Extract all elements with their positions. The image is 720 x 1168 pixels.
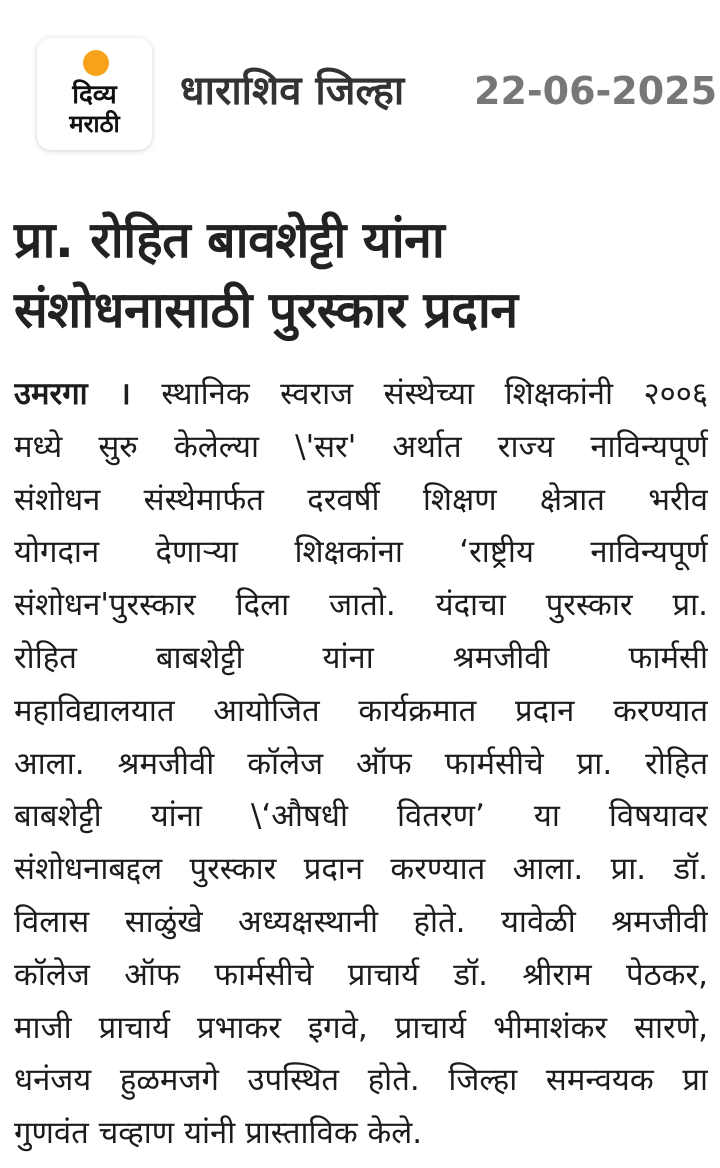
sun-icon <box>83 50 109 76</box>
body-line-6: रोहित बाबशेट्टी यांना श्रमजीवी फार्मसी <box>14 639 708 676</box>
divya-marathi-logo <box>37 38 152 150</box>
body-line-9: बाबशेट्टी यांना \‘औषधी वितरण’ या विषयावर <box>14 798 708 835</box>
headline-line-2: संशोधनासाठी पुरस्कार प्रदान <box>14 281 518 339</box>
logo-text-line2: मराठी <box>69 110 120 138</box>
body-line-11: विलास साळुंखे अध्यक्षस्थानी होते. यावेळी श्रमजीवी <box>14 903 708 940</box>
logo-text-line1: दिव्य <box>72 80 117 110</box>
body-text: स्थानिक स्वराज संस्थेच्या शिक्षकांनी २००६ <box>130 376 708 412</box>
body-line-13: माजी प्राचार्य प्रभाकर इगवे, प्राचार्य भीमाशंकर सारणे, <box>14 1009 708 1046</box>
article-body <box>14 368 708 1160</box>
news-header <box>0 0 720 180</box>
body-line-2: मध्ये सुरु केलेल्या \'सर' अर्थात राज्य नाविन्यपूर्ण <box>14 428 708 465</box>
body-line-10: संशोधनाबद्दल पुरस्कार प्रदान करण्यात आला. प्रा. डॉ. <box>14 851 708 888</box>
body-line-3: संशोधन संस्थेमार्फत दरवर्षी शिक्षण क्षेत्रात भरीव <box>14 481 708 518</box>
body-line-15: गुणवंत चव्हाण यांनी प्रास्ताविक केले. <box>14 1115 423 1152</box>
body-line-12: कॉलेज ऑफ फार्मसीचे प्राचार्य डॉ. श्रीराम पेठकर, <box>14 956 708 993</box>
body-line-8: आला. श्रमजीवी कॉलेज ऑफ फार्मसीचे प्रा. रोहित <box>14 745 708 782</box>
body-line-5: संशोधन'पुरस्कार दिला जातो. यंदाचा पुरस्कार प्रा. <box>14 587 708 624</box>
article-headline <box>14 205 704 345</box>
headline-line-1: प्रा. रोहित बावशेट्टी यांना <box>14 211 445 269</box>
publication-date: 22-06-2025 <box>474 69 718 113</box>
body-line-7: महाविद्यालयात आयोजित कार्यक्रमात प्रदान करण्यात <box>14 692 708 729</box>
district-name: धाराशिव जिल्हा <box>180 68 405 114</box>
body-line-14: धनंजय हुळमजगे उपस्थित होते. जिल्हा समन्वयक प्रा <box>14 1062 708 1099</box>
body-line-4: योगदान देणाऱ्या शिक्षकांना ‘राष्ट्रीय नाविन्यपूर्ण <box>14 534 708 571</box>
dateline: उमरगा । <box>14 376 131 412</box>
body-line-1 <box>14 368 708 421</box>
